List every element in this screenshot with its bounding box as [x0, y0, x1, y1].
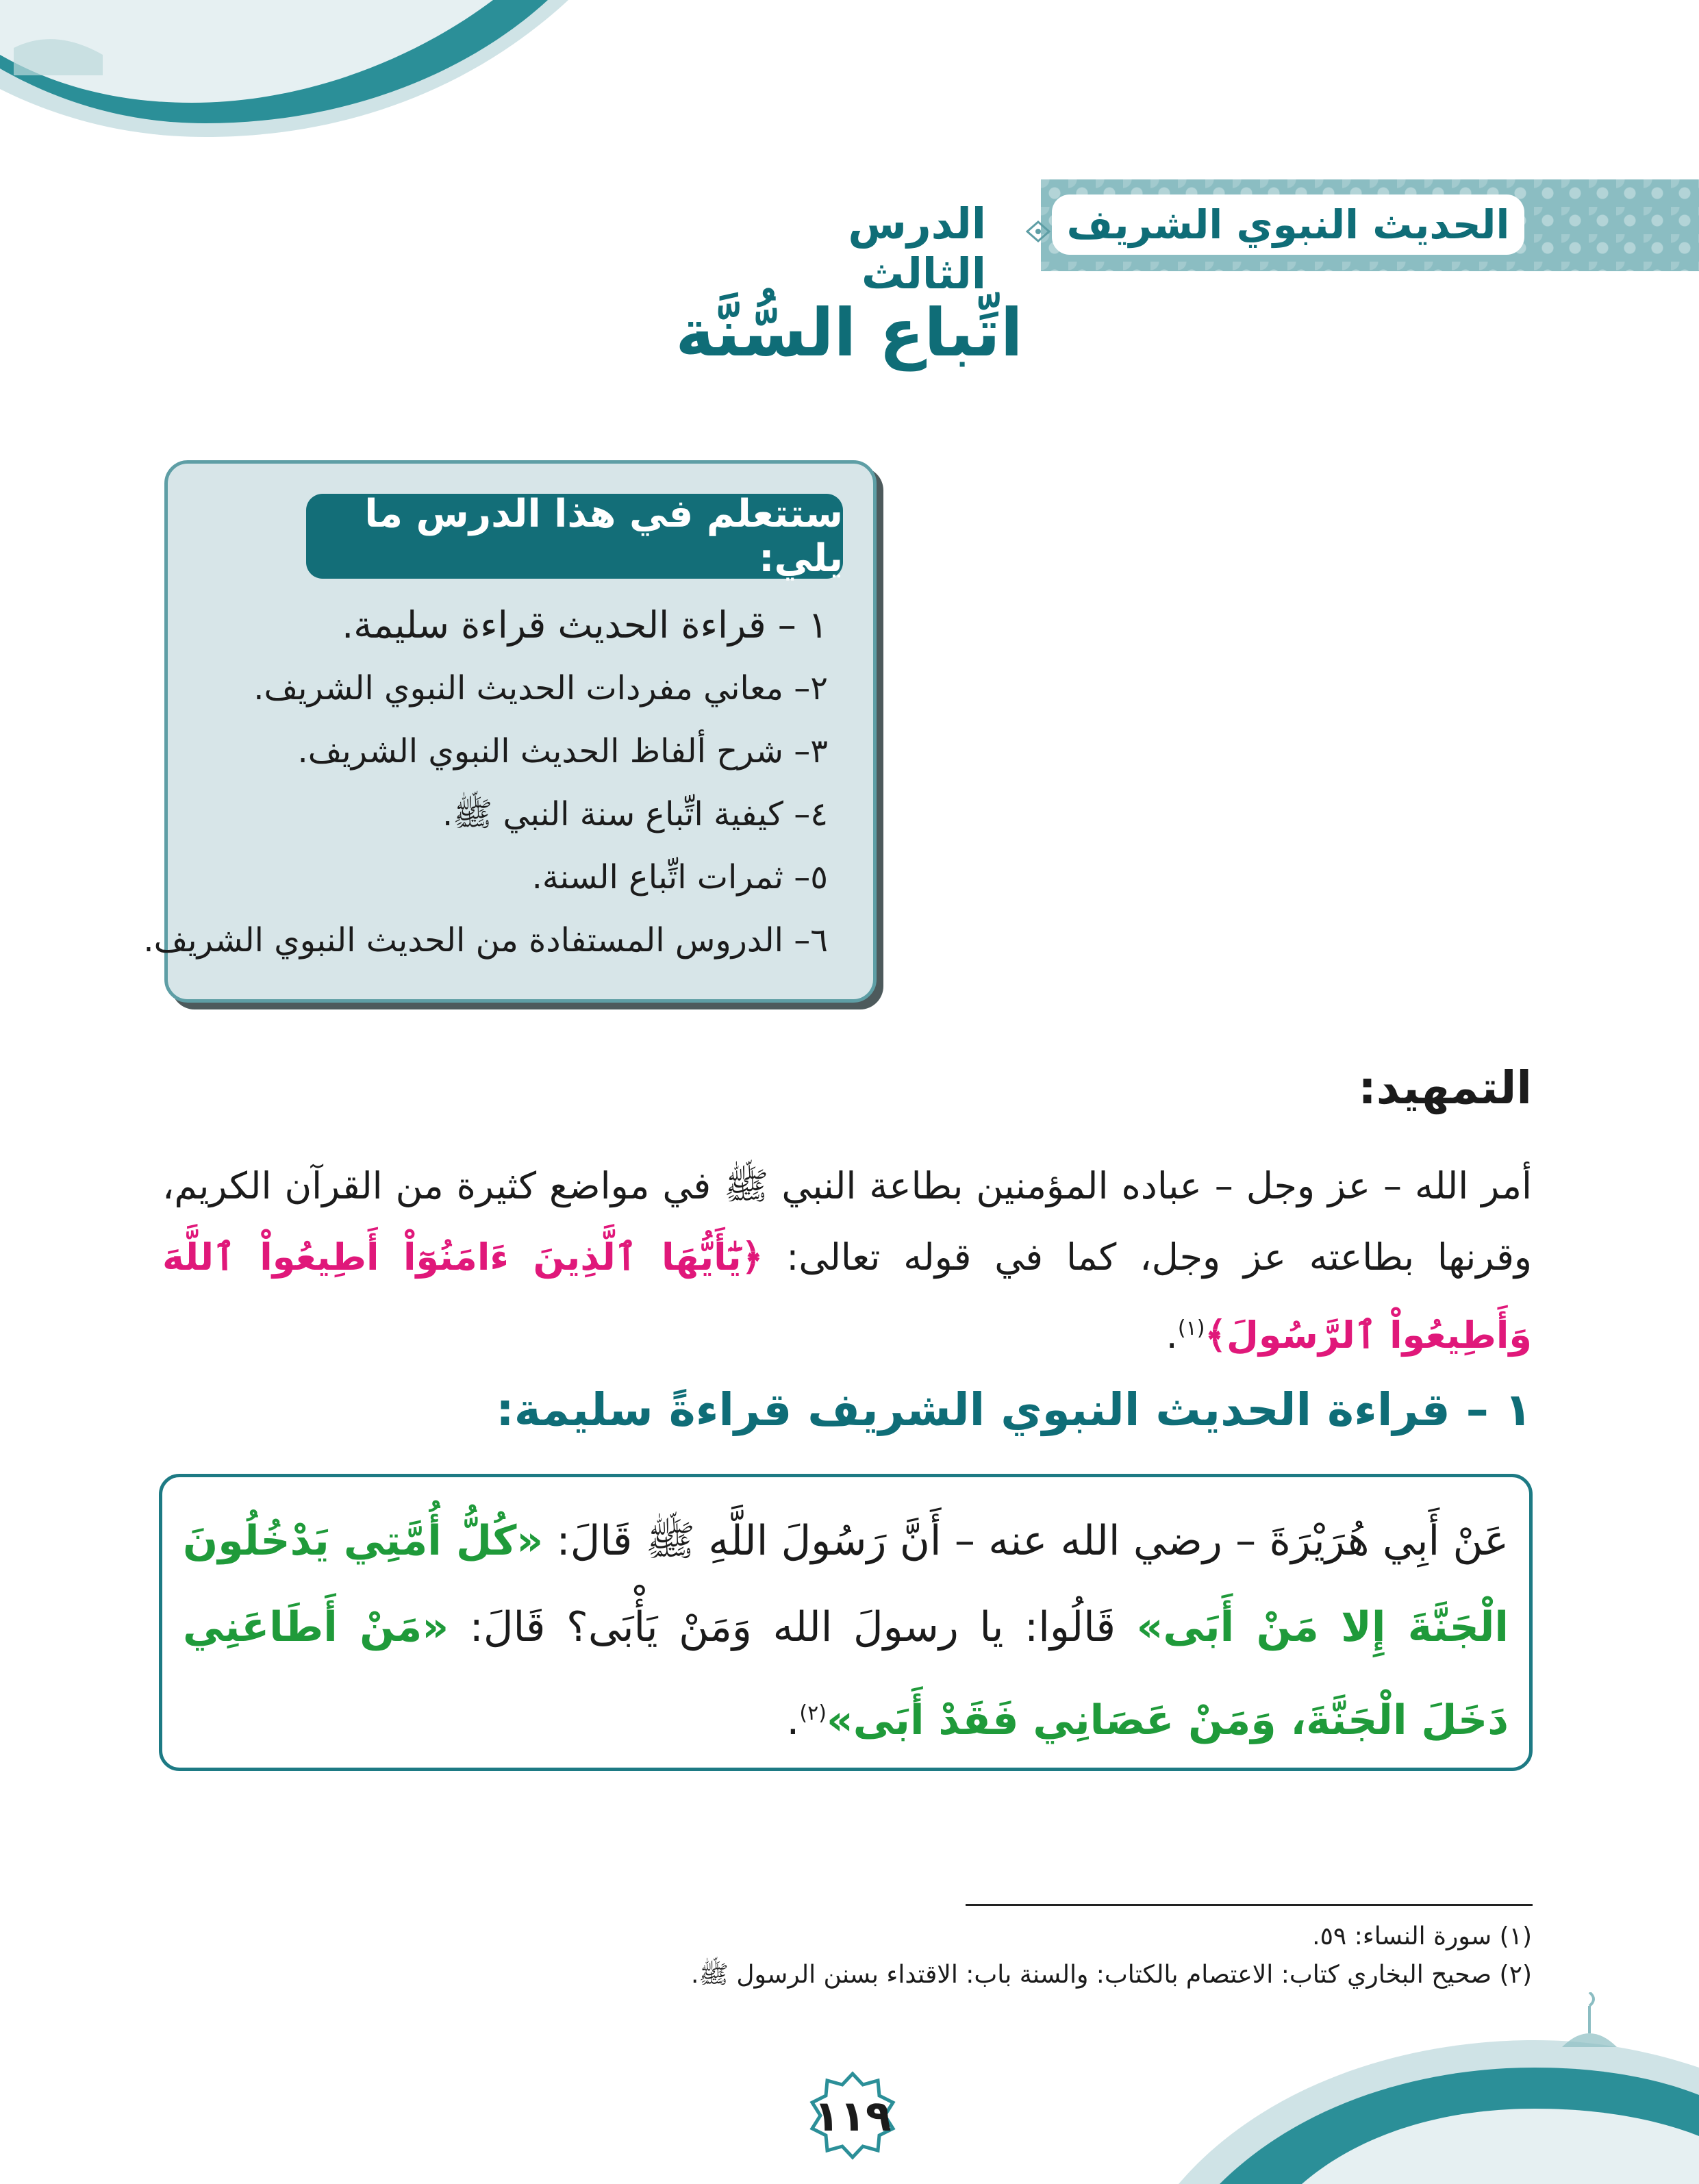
footnote-ref-2: (٢)	[799, 1701, 827, 1725]
top-decorative-swoosh	[0, 0, 568, 164]
objectives-heading: ستتعلم في هذا الدرس ما يلي:	[306, 494, 843, 579]
section-heading: ١ – قراءة الحديث النبوي الشريف قراءةً سليمة:	[496, 1383, 1532, 1436]
page-number: ١١٩	[814, 2090, 892, 2141]
lesson-title: اتِّباع السُّنَّة	[675, 294, 1023, 371]
footnote-2: (٢) صحيح البخاري كتاب: الاعتصام بالكتاب: والسنة باب: الاقتداء بسنن الرسول ﷺ.	[690, 1961, 1532, 1989]
bottom-decorative-swoosh	[1179, 1992, 1699, 2184]
hadith-narration-2: قَالُوا: يا رسولَ الله وَمَنْ يَأْبَى؟ قَالَ:	[449, 1603, 1137, 1651]
subject-title: الحديث النبوي الشريف	[1052, 194, 1524, 255]
intro-text: أمر الله – عز وجل – عباده المؤمنين بطاعة النبي ﷺ في مواضع كثيرة من القرآن الكريم، وقرنها بطاعته عز وجل، كما في قوله تعالى:	[162, 1164, 1532, 1279]
objectives-list	[143, 594, 828, 972]
footnote-ref-1: (١)	[1177, 1316, 1205, 1340]
footnote-1: (١) سورة النساء: ٥٩.	[1312, 1922, 1532, 1950]
hadith-box	[159, 1474, 1533, 1771]
intro-heading: التمهيد:	[1358, 1062, 1532, 1114]
objective-item: ٦– الدروس المستفادة من الحديث النبوي الشريف.	[143, 921, 828, 959]
objectives-box	[143, 460, 877, 1003]
objective-item: ٥– ثمرات اتِّباع السنة.	[531, 858, 828, 896]
intro-end: .	[1166, 1314, 1178, 1357]
hadith-end: .	[786, 1696, 800, 1744]
ornament-diamond-icon	[1024, 218, 1052, 245]
objective-item: ١ – قراءة الحديث قراءة سليمة.	[342, 603, 828, 647]
intro-paragraph	[162, 1151, 1532, 1371]
footnote-divider	[966, 1904, 1533, 1906]
hadith-narration: عَنْ أَبِي هُرَيْرَةَ – رضي الله عنه – أَنَّ رَسُولَ اللَّهِ ﷺ قَالَ:	[543, 1517, 1509, 1565]
hadith-quote-2: «مَنْ أَطَاعَنِي دَخَلَ الْجَنَّةَ، وَمَنْ عَصَانِي فَقَدْ أَبَى»	[183, 1603, 1509, 1744]
hadith-text	[183, 1498, 1509, 1763]
quran-verse: ﴿يَٰٓأَيُّهَا ٱلَّذِينَ ءَامَنُوٓاْ أَطِيعُواْ ٱللَّهَ وَأَطِيعُواْ ٱلرَّسُولَ﴾	[162, 1235, 1532, 1357]
objective-item: ٤– كيفية اتِّباع سنة النبي ﷺ.	[442, 795, 828, 833]
subject-banner	[1041, 179, 1699, 271]
objective-item: ٣– شرح ألفاظ الحديث النبوي الشريف.	[297, 732, 828, 770]
hadith-quote-1: «كُلُّ أُمَّتِي يَدْخُلُونَ الْجَنَّةَ إِلا مَنْ أَبَى»	[183, 1517, 1509, 1651]
lesson-number: الدرس الثالث	[848, 199, 986, 299]
footnotes	[691, 1918, 1532, 1994]
objective-item: ٢– معاني مفردات الحديث النبوي الشريف.	[253, 669, 828, 707]
